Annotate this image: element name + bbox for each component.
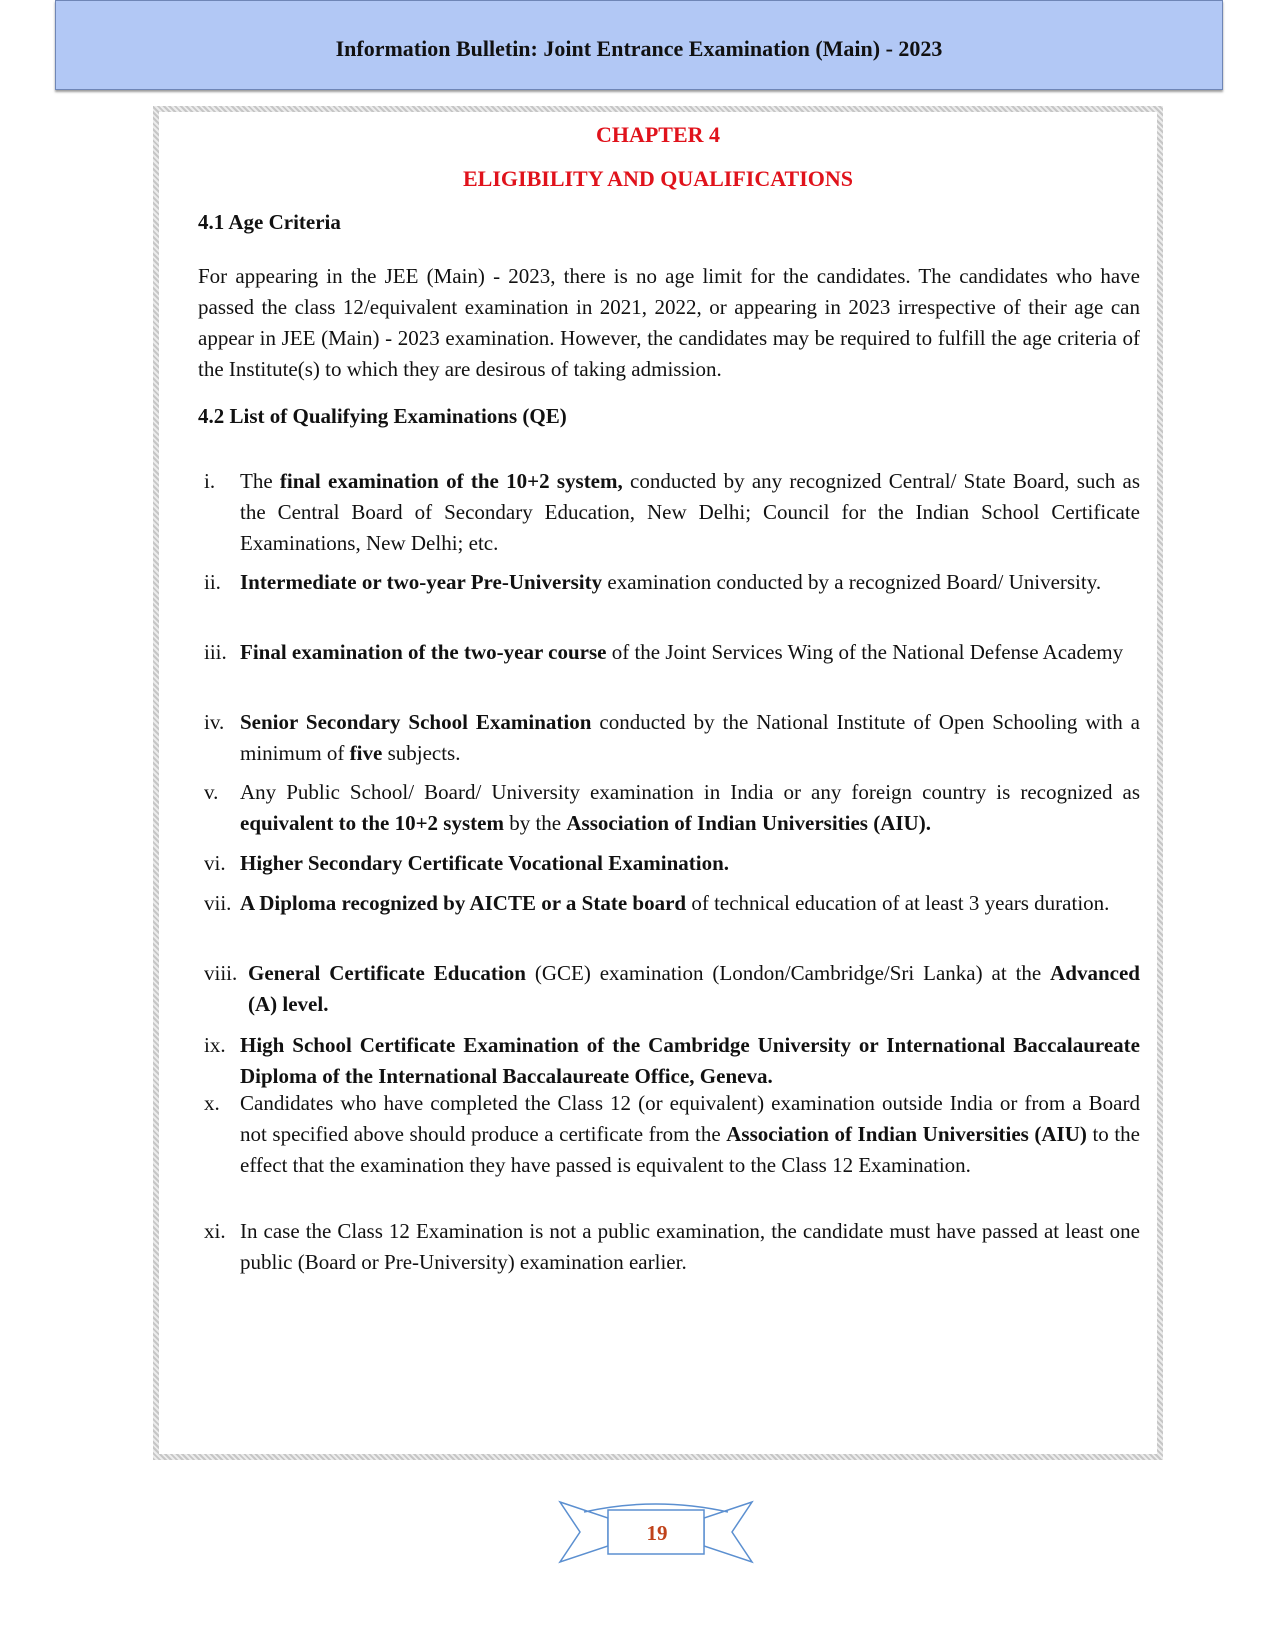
text-span: of the Joint Services Wing of the National Defense Academy — [606, 640, 1124, 664]
text-span: conducted by the National Institute of Open Schooling with a minimum of — [240, 710, 1140, 765]
bold-text: Final examination of the two-year course — [240, 640, 607, 664]
text-span: conducted by any recognized Central/ State Board, such as the Central Board of Secondary Education, New Delhi; Council for the Indian School Certificate Examinations, New Delhi; etc. — [240, 469, 1141, 555]
bold-text: Intermediate or two-year Pre-University — [240, 570, 603, 594]
text-span: of technical education of at least 3 years duration. — [686, 891, 1110, 915]
list-marker: vii. — [204, 891, 232, 915]
text-span: subjects. — [382, 741, 461, 765]
text-span: Any Public School/ Board/ University examination in India or any foreign country is recognized as — [240, 780, 1140, 804]
content-frame — [153, 106, 1163, 1460]
list-marker: i. — [204, 469, 216, 493]
list-item-text — [240, 888, 1140, 919]
list-marker: xi. — [204, 1219, 226, 1243]
header-band — [55, 0, 1223, 90]
text-span: In case the Class 12 Examination is not a public examination, the candidate must have passed at least one public (Board or Pre-University) examination earlier. — [240, 1219, 1140, 1274]
bulletin-title: Information Bulletin: Joint Entrance Examination (Main) - 2023 — [335, 36, 943, 61]
text-span: Candidates who have completed the Class 12 (or equivalent) examination outside India or from a Board not specified above should produce a certificate from the — [240, 1091, 1140, 1146]
chapter-title: ELIGIBILITY AND QUALIFICATIONS — [463, 166, 853, 191]
bold-text: Senior Secondary School Examination — [240, 710, 592, 734]
text-span: The — [240, 469, 280, 493]
bold-text: final examination of the 10+2 system, — [279, 469, 623, 493]
list-marker: iii. — [204, 640, 227, 664]
list-marker: viii. — [204, 961, 238, 985]
bold-text: A Diploma recognized by AICTE or a State board — [240, 891, 687, 915]
text-span: examination conducted by a recognized Board/ University. — [602, 570, 1102, 594]
section-heading-age-criteria: 4.1 Age Criteria — [198, 210, 341, 234]
list-marker: v. — [204, 780, 219, 804]
bold-text: Higher Secondary Certificate Vocational Examination. — [240, 851, 729, 875]
text-span: (GCE) examination (London/Cambridge/Sri Lanka) at the — [525, 961, 1051, 985]
list-marker: x. — [204, 1091, 220, 1115]
list-marker: vi. — [204, 851, 226, 875]
list-item-text — [240, 1030, 1140, 1092]
list-marker: ix. — [204, 1033, 226, 1057]
chapter-label: CHAPTER 4 — [595, 122, 721, 147]
list-item-text — [240, 466, 1140, 559]
list-item-text — [240, 848, 1140, 879]
bold-text: Association of Indian Universities (AIU). — [566, 811, 931, 835]
list-item-text — [240, 1088, 1140, 1181]
list-item-text — [240, 637, 1140, 668]
text-span: to the effect that the examination they have passed is equivalent to the Class 12 Examination. — [240, 1122, 1140, 1177]
list-item-text — [240, 1216, 1140, 1278]
bold-text: Advanced (A) level. — [248, 961, 1140, 1016]
bold-text: General Certificate Education — [248, 961, 526, 985]
bold-text: five — [349, 741, 383, 765]
text-span: by the — [503, 811, 567, 835]
bold-text: High School Certificate Examination of the Cambridge University or International Baccalaureate Diploma of the International Baccalaureate Office, Geneva. — [240, 1033, 1140, 1088]
list-item-text — [248, 958, 1140, 1020]
list-marker: iv. — [204, 710, 225, 734]
page-number: 19 — [646, 1521, 668, 1545]
section-heading-qualifying-exams: 4.2 List of Qualifying Examinations (QE) — [198, 404, 567, 428]
list-item-text — [240, 567, 1140, 598]
bold-text: Association of Indian Universities (AIU) — [726, 1122, 1087, 1146]
list-marker: ii. — [204, 570, 221, 594]
bold-text: equivalent to the 10+2 system — [240, 811, 504, 835]
age-criteria-paragraph: For appearing in the JEE (Main) - 2023, there is no age limit for the candidates. The candidates who have passed the class 12/equivalent examination in 2021, 2022, or appearing in 2023 irrespective of their age can appear in JEE (Main) - 2023 examination. However, the candidates may be required to fulfill the age criteria of the Institute(s) to which they are desirous of taking admission. — [198, 264, 1140, 381]
list-item-text — [240, 777, 1140, 839]
list-item-text — [240, 707, 1140, 769]
